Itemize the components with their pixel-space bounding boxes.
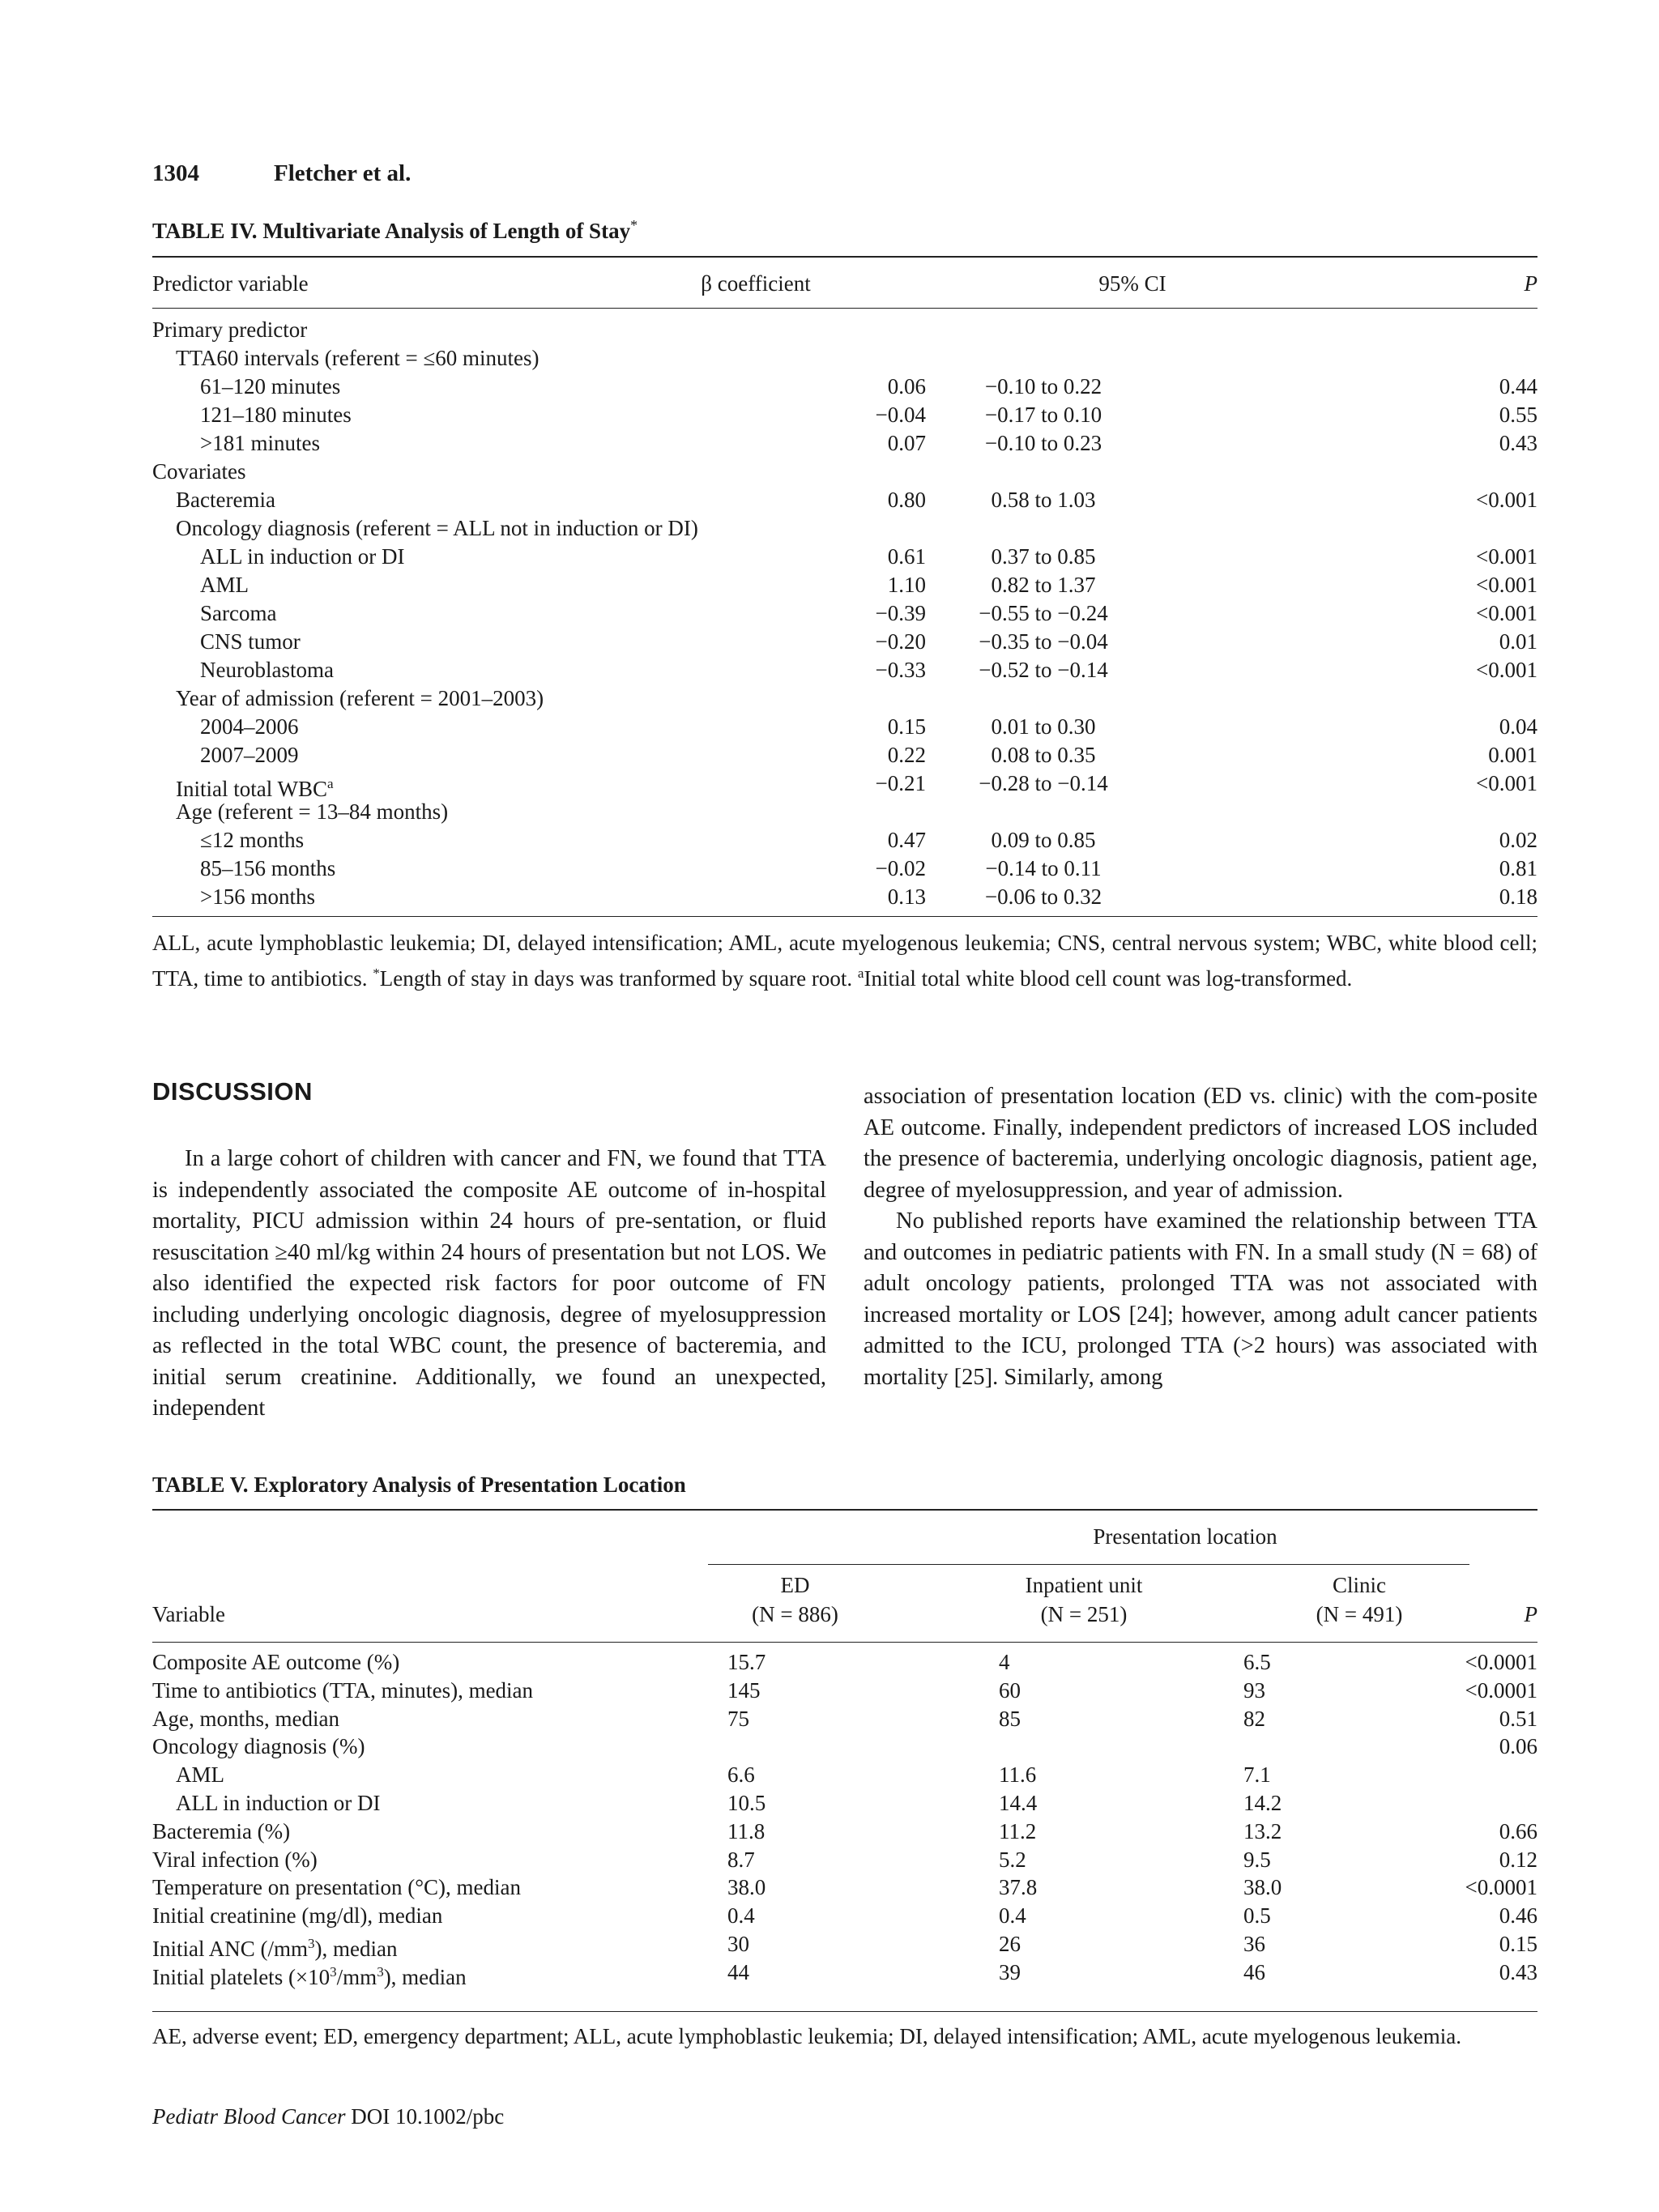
table-row xyxy=(152,316,1537,344)
beta-value: −0.04 xyxy=(875,403,926,427)
table5-col-ed xyxy=(708,1571,882,1629)
row-label: Oncology diagnosis (referent = ALL not in induction or DI) xyxy=(176,516,698,540)
row-label: Sarcoma xyxy=(200,601,277,625)
ci-value: −0.35 to −0.04 xyxy=(979,629,1108,654)
table5-col-inpatient xyxy=(987,1571,1181,1629)
row-label: 61–120 minutes xyxy=(200,374,341,399)
ci-value: −0.06 to 0.32 xyxy=(984,884,1102,909)
clinic-value: 6.5 xyxy=(1243,1650,1271,1674)
discussion-paragraph-1 xyxy=(152,1144,826,1425)
ci-value: −0.17 to 0.10 xyxy=(984,403,1102,427)
clinic-value: 36 xyxy=(1243,1931,1265,1956)
discussion-p1-threshold: ≥40 ml/kg xyxy=(275,1239,371,1265)
row-label-superscript: 3 xyxy=(377,1963,384,1980)
inpatient-value: 0.4 xyxy=(999,1903,1026,1929)
inpatient-value: 85 xyxy=(999,1706,1021,1731)
ed-value: 15.7 xyxy=(727,1650,766,1674)
table-row xyxy=(152,514,1537,543)
footnote-star-mark: * xyxy=(373,965,380,981)
table-row xyxy=(152,599,1537,628)
p-value: 0.46 xyxy=(1499,1903,1537,1929)
p-value: 0.43 xyxy=(1499,431,1537,455)
row-label: TTA60 intervals (referent = ≤60 minutes) xyxy=(176,346,539,370)
inpatient-value: 11.2 xyxy=(999,1818,1037,1843)
ed-value: 11.8 xyxy=(727,1818,766,1843)
ci-value: 0.58 to 1.03 xyxy=(991,488,1096,512)
row-label: 2007–2009 xyxy=(200,743,299,767)
p-value: <0.0001 xyxy=(1465,1875,1537,1900)
table-row xyxy=(152,571,1537,599)
row-label: Temperature on presentation (°C), median xyxy=(152,1875,521,1900)
table-row xyxy=(152,401,1537,429)
discussion-paragraph-2: association of presentation location (ED vs. clinic) with the com-posite AE outcome. Finally, independent predictors of increased LOS included the presence of bacteremia, underlying oncologic diagnosis, patient age, degree of myelosuppression, and year of admission. xyxy=(864,1084,1537,1203)
clinic-value: 9.5 xyxy=(1243,1847,1271,1872)
table-row xyxy=(152,429,1537,458)
p-value: 0.06 xyxy=(1499,1734,1537,1759)
ci-value: 0.37 to 0.85 xyxy=(991,544,1096,569)
footnote-a-mark: a xyxy=(857,965,864,981)
discussion-p1-part-b: within 24 hours of presentation but not LOS. We also identified the expected risk factors for poor outcome of FN including underlying oncologic diagnosis, degree of myelosuppression as reflected in the total WBC count, the presence of bacteremia, and initial serum creatinine. Additionally, we found an unexpected, independent xyxy=(152,1239,827,1421)
table5-col-clinic-n: (N = 491) xyxy=(1316,1602,1403,1626)
table5-body xyxy=(152,1648,1537,1987)
table-row xyxy=(152,628,1537,656)
p-value: 0.04 xyxy=(1499,714,1537,739)
table-row xyxy=(152,1902,1537,1930)
table-row xyxy=(152,344,1537,373)
inpatient-value: 5.2 xyxy=(999,1847,1026,1872)
clinic-value: 46 xyxy=(1243,1959,1265,1984)
beta-value: 1.10 xyxy=(887,573,926,597)
clinic-value: 7.1 xyxy=(1243,1762,1271,1788)
clinic-value: 93 xyxy=(1243,1677,1265,1703)
beta-value: −0.20 xyxy=(875,629,926,654)
table-row xyxy=(152,826,1537,855)
table5-col-clinic xyxy=(1270,1571,1448,1629)
table-row xyxy=(152,769,1537,801)
row-label: >181 minutes xyxy=(200,431,320,455)
table5-header-rule xyxy=(152,1642,1537,1643)
table5-group-rule xyxy=(708,1564,1469,1565)
beta-value: 0.07 xyxy=(887,431,926,455)
clinic-value: 0.5 xyxy=(1243,1903,1271,1929)
p-value: 0.02 xyxy=(1499,828,1537,852)
table4-title: Multivariate Analysis of Length of Stay xyxy=(262,219,631,243)
table4-col-predictor: Predictor variable xyxy=(152,271,309,296)
beta-value: 0.13 xyxy=(887,884,926,909)
table5-col-ed-label: ED xyxy=(780,1573,810,1597)
table5-col-variable: Variable xyxy=(152,1602,225,1626)
row-label: Initial platelets $(\times 10^3/mm^3)$, median xyxy=(152,1963,467,1989)
row-label: Initial ANC $(/mm^3)$, median xyxy=(152,1935,398,1961)
row-label: Time to antibiotics (TTA, minutes), median xyxy=(152,1677,534,1703)
table5-col-ed-n: (N = 886) xyxy=(752,1602,838,1626)
journal-name: Pediatr Blood Cancer xyxy=(152,2104,346,2129)
row-label-superscript: 3 xyxy=(308,1935,315,1951)
row-label: Viral infection (%) xyxy=(152,1847,318,1872)
inpatient-value: 14.4 xyxy=(999,1790,1038,1815)
row-label: Initial total WBC$^a$ xyxy=(176,776,334,801)
running-header xyxy=(152,160,411,187)
row-label: Composite AE outcome (%) xyxy=(152,1650,400,1674)
p-value: 0.66 xyxy=(1499,1818,1537,1843)
table4-top-rule xyxy=(152,256,1537,258)
row-label: ≤12 months xyxy=(200,828,305,852)
row-label: Covariates xyxy=(152,459,246,484)
row-label: Bacteremia (%) xyxy=(152,1818,291,1843)
beta-value: −0.33 xyxy=(875,658,926,682)
beta-value: 0.61 xyxy=(887,544,926,569)
table4-col-p: P xyxy=(1524,271,1537,296)
table-row xyxy=(152,373,1537,401)
ci-value: −0.10 to 0.22 xyxy=(984,374,1102,399)
p-value: 0.12 xyxy=(1499,1847,1537,1872)
inpatient-value: 37.8 xyxy=(999,1875,1038,1900)
table4-col-ci: 95% CI xyxy=(1098,271,1166,296)
ci-value: −0.10 to 0.23 xyxy=(984,431,1102,455)
table-row xyxy=(152,684,1537,713)
ci-value: 0.01 to 0.30 xyxy=(991,714,1096,739)
p-value: <0.0001 xyxy=(1465,1650,1537,1674)
table-row xyxy=(152,741,1537,769)
p-value: <0.001 xyxy=(1476,658,1537,682)
row-label: ALL in induction or DI xyxy=(200,544,405,569)
ed-value: 10.5 xyxy=(727,1790,766,1815)
row-label: Age, months, median xyxy=(152,1706,339,1731)
table4-footnote-abbrev: ALL, acute lymphoblastic leukemia; DI, delayed intensification; AML, acute myelogenous leukemia; CNS, central nervous system; WBC, white blood cell; TTA, time to antibiotics. xyxy=(152,931,1537,991)
table-row xyxy=(152,486,1537,514)
clinic-value: 38.0 xyxy=(1243,1875,1282,1900)
table5-label: TABLE V. xyxy=(152,1473,249,1497)
table5-col-clinic-label: Clinic xyxy=(1333,1573,1386,1597)
table-row xyxy=(152,1789,1537,1818)
inpatient-value: 11.6 xyxy=(999,1762,1037,1788)
ci-value: 0.82 to 1.37 xyxy=(991,573,1096,597)
beta-value: 0.22 xyxy=(887,743,926,767)
p-value: 0.15 xyxy=(1499,1931,1537,1956)
ed-value: 75 xyxy=(727,1706,749,1731)
ed-value: 44 xyxy=(727,1959,749,1984)
p-value: 0.001 xyxy=(1488,743,1537,767)
beta-value: −0.39 xyxy=(875,601,926,625)
table4-header-row xyxy=(152,267,1537,300)
table4-bottom-rule xyxy=(152,916,1537,917)
ci-value: 0.09 to 0.85 xyxy=(991,828,1096,852)
ed-value: 38.0 xyxy=(727,1875,766,1900)
beta-value: 0.06 xyxy=(887,374,926,399)
beta-value: −0.02 xyxy=(875,856,926,880)
beta-value: 0.80 xyxy=(887,488,926,512)
p-value: <0.001 xyxy=(1476,771,1537,795)
p-value: 0.81 xyxy=(1499,856,1537,880)
ci-value: −0.28 to −0.14 xyxy=(979,771,1108,795)
page-number: 1304 xyxy=(152,160,199,186)
p-value: <0.0001 xyxy=(1465,1677,1537,1703)
table4-caption xyxy=(152,217,638,244)
table-row xyxy=(152,1873,1537,1902)
table-row xyxy=(152,883,1537,911)
inpatient-value: 26 xyxy=(999,1931,1021,1956)
table-row xyxy=(152,1705,1537,1733)
table4-title-mark: * xyxy=(630,217,638,233)
table4-label: TABLE IV. xyxy=(152,219,258,243)
ed-value: 30 xyxy=(727,1931,749,1956)
table4-header-rule xyxy=(152,308,1537,309)
footnote-a-text: Initial total white blood cell count was log-transformed. xyxy=(864,966,1353,991)
discussion-left-column xyxy=(152,1144,826,1425)
ed-value: 0.4 xyxy=(727,1903,755,1929)
row-label: 85–156 months xyxy=(200,856,336,880)
inpatient-value: 60 xyxy=(999,1677,1021,1703)
footnote-star-text: Length of stay in days was tranformed by square root. xyxy=(379,966,853,991)
row-label: Year of admission (referent = 2001–2003) xyxy=(176,686,544,710)
beta-value: 0.47 xyxy=(887,828,926,852)
row-label: 121–180 minutes xyxy=(200,403,352,427)
ci-value: −0.14 to 0.11 xyxy=(985,856,1102,880)
table-row xyxy=(152,713,1537,741)
table5-col-inpatient-n: (N = 251) xyxy=(1040,1602,1128,1626)
row-label-superscript: 3 xyxy=(330,1963,337,1980)
table4-col-beta: β coefficient xyxy=(701,271,811,296)
ed-value: 6.6 xyxy=(727,1762,755,1788)
table5-caption xyxy=(152,1473,686,1498)
beta-value: 0.15 xyxy=(887,714,926,739)
row-label: AML xyxy=(176,1762,224,1788)
row-label: Primary predictor xyxy=(152,318,308,342)
table5-title: Exploratory Analysis of Presentation Location xyxy=(254,1473,686,1497)
ci-value: −0.52 to −0.14 xyxy=(979,658,1108,682)
inpatient-value: 4 xyxy=(999,1650,1010,1674)
table5-col-inpatient-label: Inpatient unit xyxy=(1025,1573,1143,1597)
table-row xyxy=(152,1958,1537,1987)
p-value: 0.55 xyxy=(1499,403,1537,427)
author-line: Fletcher et al. xyxy=(274,160,412,186)
p-value: 0.18 xyxy=(1499,884,1537,909)
table-row xyxy=(152,1648,1537,1677)
row-label: Initial creatinine (mg/dl), median xyxy=(152,1903,443,1929)
p-value: <0.001 xyxy=(1476,573,1537,597)
clinic-value: 13.2 xyxy=(1243,1818,1282,1843)
ed-value: 145 xyxy=(727,1677,761,1703)
p-value: <0.001 xyxy=(1476,601,1537,625)
discussion-p1-part-a: In a large cohort of children with cancer and FN, we found that TTA is independently associated the composite AE outcome of in-hospital mortality, PICU admission within 24 hours of pre-sentation, or fluid resuscitation xyxy=(152,1146,826,1265)
row-label: ALL in induction or DI xyxy=(176,1790,381,1815)
table-row xyxy=(152,1733,1537,1761)
table-row xyxy=(152,543,1537,571)
row-label: Neuroblastoma xyxy=(200,658,334,682)
table-row xyxy=(152,1930,1537,1961)
p-value: 0.43 xyxy=(1499,1959,1537,1984)
inpatient-value: 39 xyxy=(999,1959,1021,1984)
discussion-paragraph-3: No published reports have examined the relationship between TTA and outcomes in pediatric patients with FN. In a small study (N = 68) of adult oncology patients, prolonged TTA was not associated with increased mortality or LOS [24]; however, among adult cancer patients admitted to the ICU, prolonged TTA (>2 hours) was associated with mortality [25]. Similarly, among xyxy=(864,1208,1537,1390)
table5-footnote: AE, adverse event; ED, emergency department; ALL, acute lymphoblastic leukemia; DI, delayed intensification; AML, acute myelogenous leukemia. xyxy=(152,2024,1461,2048)
table-row xyxy=(152,855,1537,883)
row-label: Oncology diagnosis (%) xyxy=(152,1734,365,1759)
table-row xyxy=(152,656,1537,684)
row-label: Age (referent = 13–84 months) xyxy=(176,799,449,824)
journal-footer xyxy=(152,2104,504,2129)
discussion-right-column xyxy=(864,1081,1537,1393)
p-value: <0.001 xyxy=(1476,544,1537,569)
beta-value: −0.21 xyxy=(875,771,926,795)
row-label: AML xyxy=(200,573,249,597)
clinic-value: 82 xyxy=(1243,1706,1265,1731)
row-label: 2004–2006 xyxy=(200,714,299,739)
table4 xyxy=(152,267,1537,909)
table-row xyxy=(152,1761,1537,1789)
p-value: 0.01 xyxy=(1499,629,1537,654)
table-row xyxy=(152,798,1537,826)
ci-value: 0.08 to 0.35 xyxy=(991,743,1096,767)
table4-footnote xyxy=(152,928,1537,994)
ed-value: 8.7 xyxy=(727,1847,755,1872)
table-row xyxy=(152,458,1537,486)
row-label: >156 months xyxy=(200,884,315,909)
table-row xyxy=(152,1818,1537,1846)
table-row xyxy=(152,1677,1537,1705)
row-label-superscript: a xyxy=(326,776,334,791)
discussion-heading: DISCUSSION xyxy=(152,1077,313,1106)
table5-top-rule xyxy=(152,1509,1537,1511)
p-value: <0.001 xyxy=(1476,488,1537,512)
p-value: 0.44 xyxy=(1499,374,1537,399)
journal-doi: DOI 10.1002/pbc xyxy=(351,2104,505,2129)
table5-bottom-rule xyxy=(152,2011,1537,2012)
table-row xyxy=(152,1846,1537,1874)
clinic-value: 14.2 xyxy=(1243,1790,1282,1815)
table5-col-p: P xyxy=(1524,1602,1537,1626)
row-label: CNS tumor xyxy=(200,629,301,654)
p-value: 0.51 xyxy=(1499,1706,1537,1731)
table4-body xyxy=(152,316,1537,911)
row-label: Bacteremia xyxy=(176,488,275,512)
ci-value: −0.55 to −0.24 xyxy=(979,601,1108,625)
table5-group-header: Presentation location xyxy=(1093,1524,1277,1549)
